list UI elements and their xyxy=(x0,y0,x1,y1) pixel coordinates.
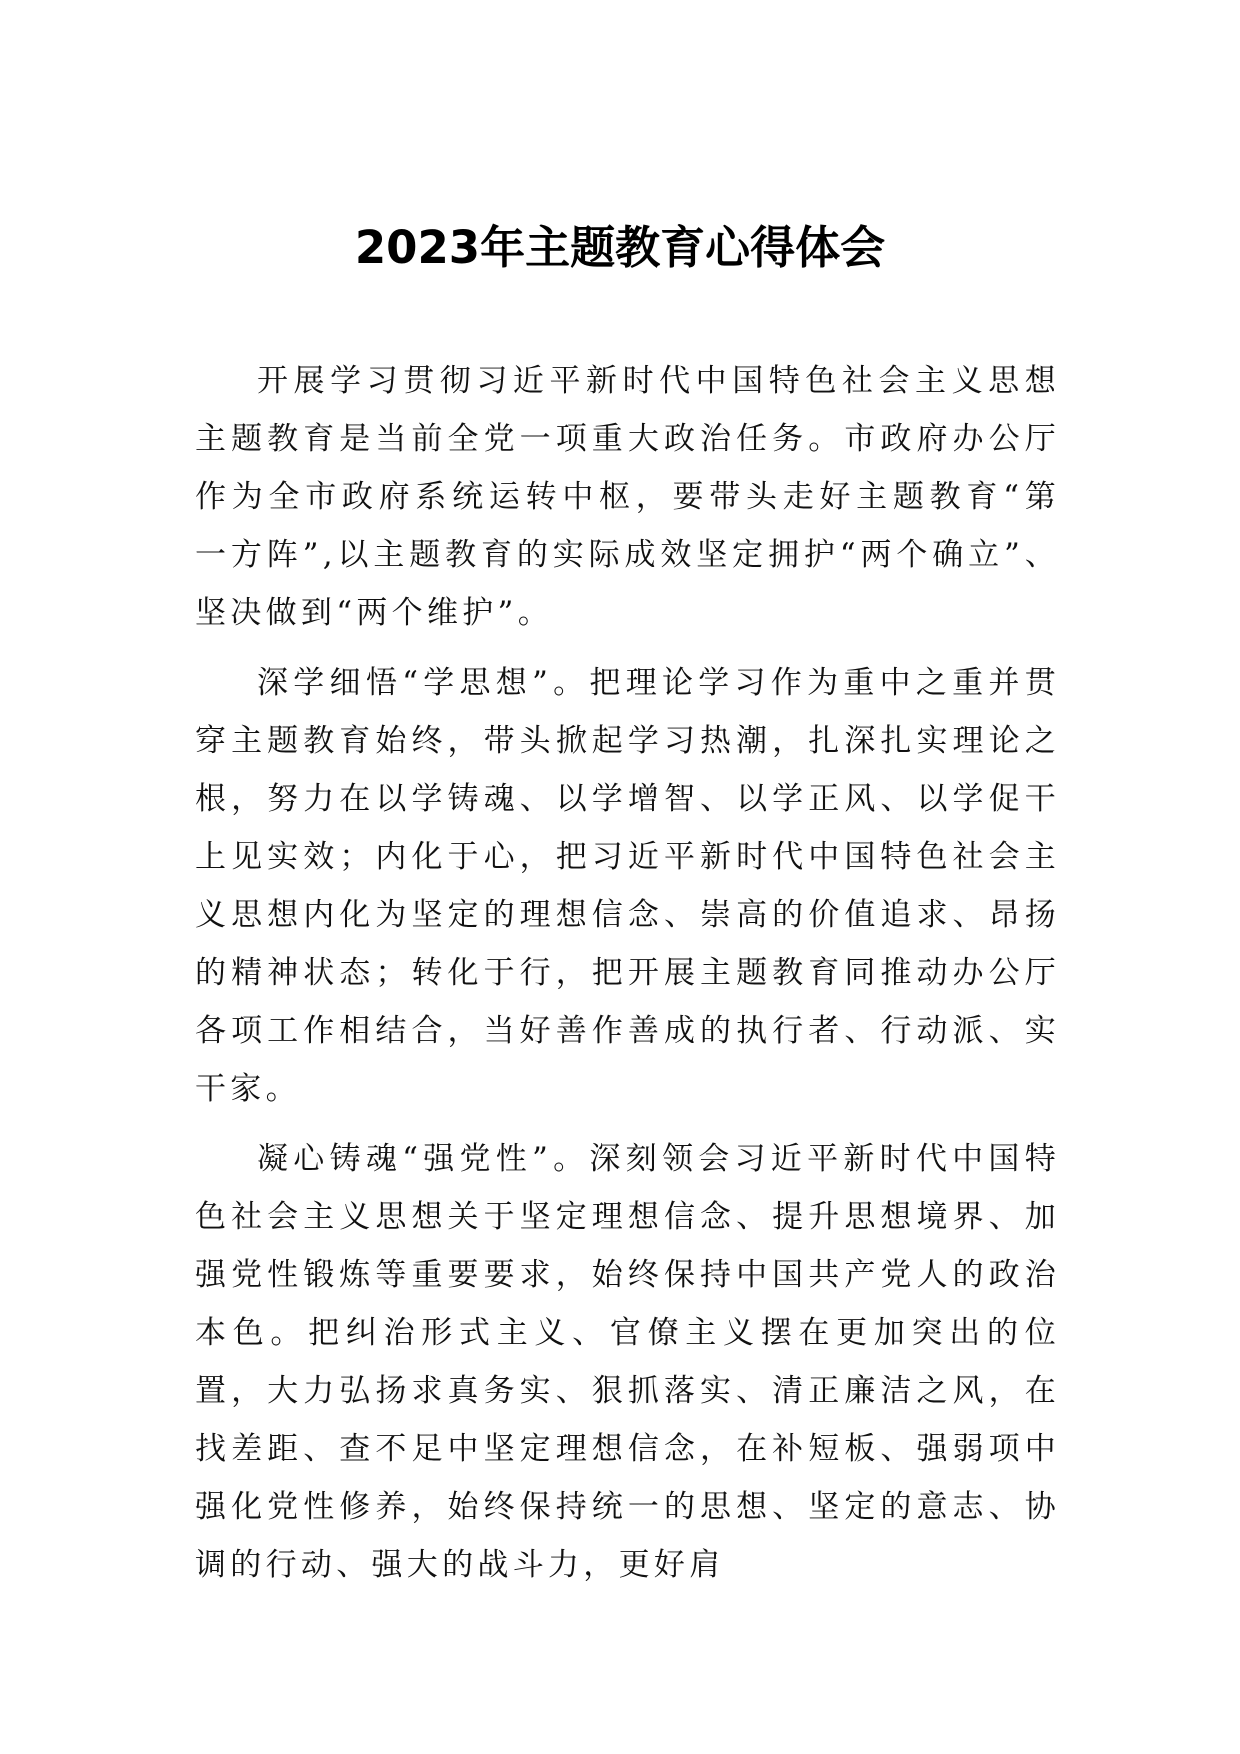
paragraph-party-spirit: 凝心铸魂“强党性”。深刻领会习近平新时代中国特色社会主义思想关于坚定理想信念、提升思想境界、加强党性锻炼等重要要求，始终保持中国共产党人的政治本色。把纠治形式主义、官僚主义摆在更加突出的位置，大力弘扬求真务实、狠抓落实、清正廉洁之风，在找差距、查不足中坚定理想信念，在补短板、强弱项中强化党性修养，始终保持统一的思想、坚定的意志、协调的行动、强大的战斗力，更好肩 xyxy=(195,1141,1060,1583)
document-title: 2023年主题教育心得体会 xyxy=(354,221,886,274)
paragraph-study-thought: 深学细悟“学思想”。把理论学习作为重中之重并贯穿主题教育始终，带头掀起学习热潮，扎深扎实理论之根，努力在以学铸魂、以学增智、以学正风、以学促干上见实效；内化于心，把习近平新时代中国特色社会主义思想内化为坚定的理想信念、崇高的价值追求、昂扬的精神状态；转化于行，把开展主题教育同推动办公厅各项工作相结合，当好善作善成的执行者、行动派、实干家。 xyxy=(195,665,1060,1107)
paragraph-intro: 开展学习贯彻习近平新时代中国特色社会主义思想主题教育是当前全党一项重大政治任务。市政府办公厅作为全市政府系统运转中枢，要带头走好主题教育“第一方阵”,以主题教育的实际成效坚定拥护“两个确立”、坚决做到“两个维护”。 xyxy=(195,363,1060,631)
document-body xyxy=(195,352,1060,1606)
